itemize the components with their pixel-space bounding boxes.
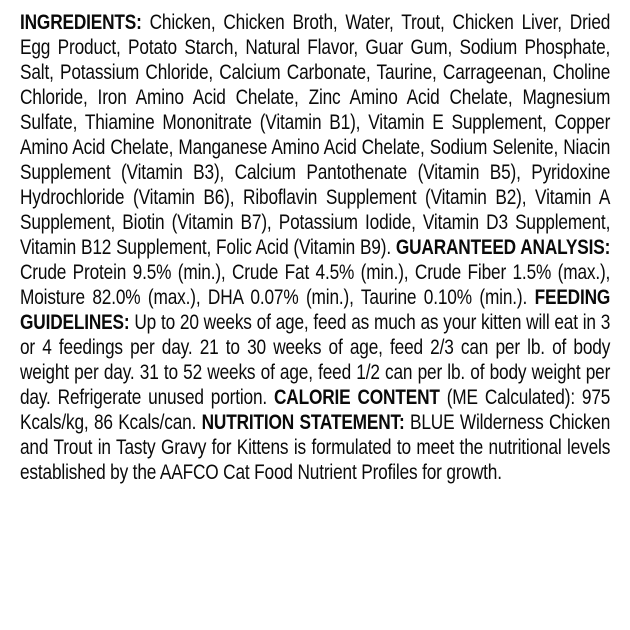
guaranteed-analysis-heading: GUARANTEED ANALYSIS:: [395, 236, 611, 259]
calorie-content-body: (ME Calculated): 975 Kcals/kg, 86 Kcals/can.: [20, 386, 611, 434]
feeding-guidelines-heading: FEEDING GUIDELINES:: [20, 286, 611, 334]
ingredients-body: Chicken, Chicken Broth, Water, Trout, Chicken Liver, Dried Egg Product, Potato Starch, Natural Flavor, Guar Gum, Sodium Phosphate, Salt, Potassium Chloride, Calcium Carbonate, Taurine, Carrageenan, Choline Chloride, Iron Amino Acid Chelate, Zinc Amino Acid Chelate, Magnesium Sulfate, Thiamine Mononitrate (Vitamin B1), Vitamin E Supplement, Copper Amino Acid Chelate, Manganese Amino Acid Chelate, Sodium Selenite, Niacin Supplement (Vitamin B3), Calcium Pantothenate (Vitamin B5), Pyridoxine Hydrochloride (Vitamin B6), Riboflavin Supplement (Vitamin B2), Vitamin A Supplement, Biotin (Vitamin B7), Potassium Iodide, Vitamin D3 Supplement, Vitamin B12 Supplement, Folic Acid (Vitamin B9).: [20, 11, 611, 259]
label-paragraph: [20, 10, 610, 485]
nutrition-statement-body: BLUE Wilderness Chicken and Trout in Tasty Gravy for Kittens is formulated to meet the nutritional levels established by the AAFCO Cat Food Nutrient Profiles for growth.: [20, 411, 611, 484]
feeding-guidelines-body: Up to 20 weeks of age, feed as much as your kitten will eat in 3 or 4 feedings per day. 21 to 30 weeks of age, feed 2/3 can per lb. of body weight per day. 31 to 52 weeks of age, feed 1/2 can per lb. of body weight per day. Refrigerate unused portion.: [20, 311, 611, 409]
nutrition-statement-heading: NUTRITION STATEMENT:: [201, 411, 405, 434]
calorie-content-heading: CALORIE CONTENT: [273, 386, 440, 409]
guaranteed-analysis-body: Crude Protein 9.5% (min.), Crude Fat 4.5% (min.), Crude Fiber 1.5% (max.), Moisture 82.0% (max.), DHA 0.07% (min.), Taurine 0.10% (min.).: [20, 261, 611, 309]
ingredients-heading: INGREDIENTS:: [20, 11, 142, 34]
